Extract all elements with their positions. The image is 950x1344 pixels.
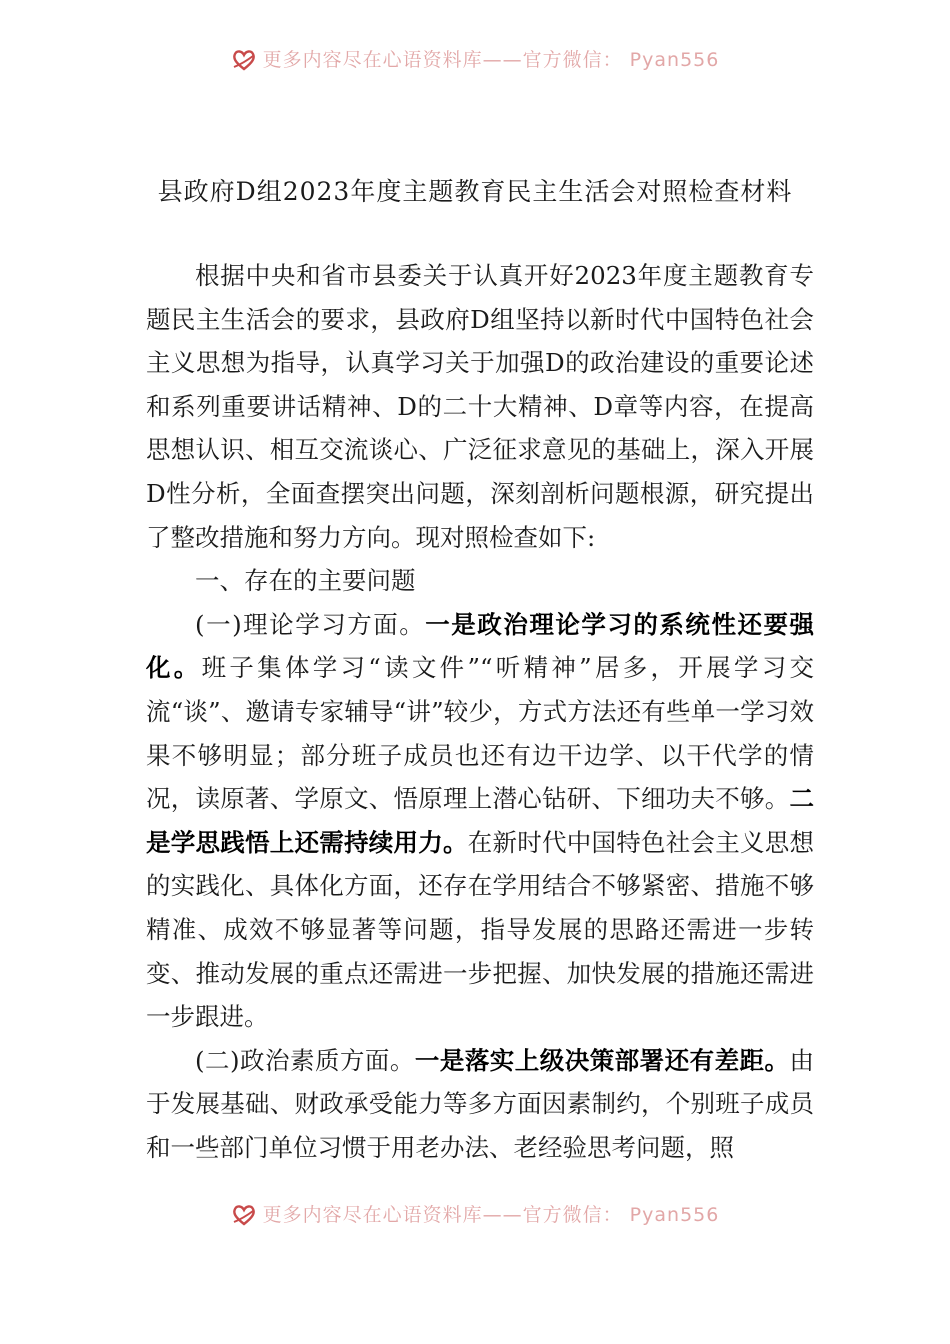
section-heading: 一、存在的主要问题: [195, 566, 416, 596]
paragraph-lead: (二)政治素质方面。: [195, 1045, 415, 1075]
heart-logo-icon: [231, 47, 257, 73]
paragraph-text: 由于发展基础、财政承受能力等多方面因素制约，个别班子成员和一些部门单位习惯于用老办法、老经验思考问题，照: [146, 1045, 814, 1162]
paragraph-lead: (一)理论学习方面。: [195, 609, 426, 639]
document-body: [146, 254, 814, 1169]
bold-point-1: 一是落实上级决策部署还有差距。: [414, 1045, 790, 1075]
paragraph-theory-study: [146, 603, 814, 1039]
paragraph-political-quality: [146, 1039, 814, 1170]
bold-point-1: 一是政治理论学习的系统性还要强化。: [146, 609, 814, 683]
bold-point-2: 二是学思践悟上还需持续用力。: [146, 784, 814, 857]
intro-paragraph: 根据中央和省市县委关于认真开好2023年度主题教育专题民主生活会的要求，县政府D组坚持以新时代中国特色社会主义思想为指导，认真学习关于加强D的政治建设的重要论述和系列重要讲话精神、D的二十大精神、D章等内容，在提高思想认识、相互交流谈心、广泛征求意见的基础上，深入开展D性分析，全面查摆突出问题，深刻剖析问题根源，研究提出了整改措施和努力方向。现对照检查如下:: [146, 261, 814, 552]
footer-watermark: [0, 1201, 950, 1241]
heart-logo-icon: [231, 1202, 257, 1228]
document-title: 县政府D组2023年度主题教育民主生活会对照检查材料: [157, 177, 793, 206]
watermark-text: 更多内容尽在心语资料库——官方微信： Pyan556: [262, 1203, 720, 1226]
paragraph-text: 班子集体学习“读文件”“听精神”居多，开展学习交流“谈”、邀请专家辅导“讲”较少，方式方法还有些单一学习效果不够明显；部分班子成员也还有边干边学、以干代学的情况，读原著、学原文、悟原理上潜心钻研、下细功夫不够。: [146, 653, 814, 814]
watermark-text: 更多内容尽在心语资料库——官方微信： Pyan556: [262, 48, 720, 71]
paragraph-text: 在新时代中国特色社会主义思想的实践化、具体化方面，还存在学用结合不够紧密、措施不够精准、成效不够显著等问题，指导发展的思路还需进一步转变、推动发展的重点还需进一步把握、加快发展的措施还需进一步跟进。: [146, 827, 814, 1032]
header-watermark: [0, 46, 950, 86]
